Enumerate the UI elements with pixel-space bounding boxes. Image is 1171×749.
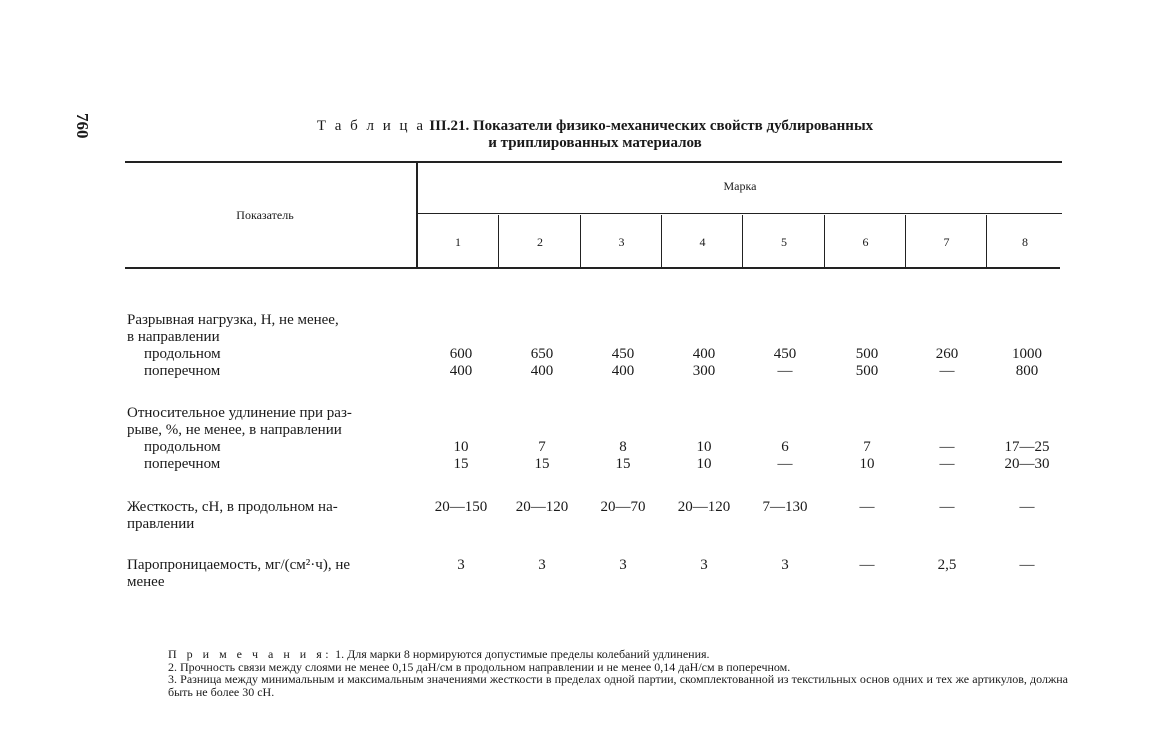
table-cell: 3 [781,557,789,573]
sub-label: поперечном [144,456,221,472]
table-cell: — [777,456,793,472]
header-col-divider [986,215,987,267]
table-cell: 6 [781,439,789,455]
brand-rule [418,213,1062,214]
header-brand-2: 2 [537,235,543,249]
table-cell: 3 [619,557,627,573]
note-line [128,648,1068,661]
label-line: рыве, %, не менее, в направлении [127,422,342,438]
header-brand-6: 6 [862,235,869,249]
row-breaking-load-label [127,312,417,380]
label-line: правлении [127,516,195,532]
label-line: менее [127,574,165,590]
header-col-divider [905,215,906,267]
table-title-prefix: Т а б л и ц а [316,118,426,134]
table-title-line1: Показатели физико-механических свойств дублированных [473,118,874,134]
sub-label: продольном [144,439,221,455]
label-line: Жесткость, сН, в продольном на- [127,499,338,515]
header-brand-1: 1 [455,235,461,249]
sub-label: продольном [144,346,221,362]
table-cell: — [777,363,793,379]
header-col-divider [824,215,825,267]
table-cell: 600 [449,346,473,362]
table-cell: — [939,363,955,379]
header-col-divider [580,215,581,267]
table-cell: 400 [449,363,473,379]
table-cell: 10 [696,456,712,472]
table-cell: 1000 [1012,346,1042,362]
header-brand-8: 8 [1022,235,1028,249]
header-bottom-rule [125,267,1060,269]
table-cell: 3 [538,557,546,573]
table-title [250,118,940,135]
table-cell: 7 [863,439,871,455]
table-cell: 800 [1015,363,1039,379]
table-cell: 10 [453,439,469,455]
header-divider [416,163,418,267]
sub-label: поперечном [144,363,221,379]
label-line: Разрывная нагрузка, Н, не менее, [127,312,339,328]
table-cell: 300 [692,363,716,379]
table-cell: 260 [935,346,959,362]
table-notes [128,648,1068,698]
notes-heading: П р и м е ч а н и я: [168,647,333,661]
header-col-divider [742,215,743,267]
table-cell: 20—30 [1004,456,1050,472]
row-vapour-permeability-label [127,557,417,591]
table-cell: — [859,499,875,515]
table-cell: 7 [538,439,546,455]
table-cell: 3 [700,557,708,573]
table-cell: — [1019,499,1035,515]
table-title-number: III.21. [429,118,470,134]
table-cell: — [939,499,955,515]
table-cell: 8 [619,439,627,455]
table-title-line2: и триплированных материалов [488,135,702,151]
table-cell: — [859,557,875,573]
label-line: Паропроницаемость, мг/(см²·ч), не [127,557,351,573]
label-line: в направлении [127,329,220,345]
page-number: 760 [73,113,92,139]
row-stiffness-label [127,499,417,533]
table-cell: 20—120 [677,499,731,515]
table-cell: 450 [611,346,635,362]
table-cell: 3 [457,557,465,573]
header-brand-7: 7 [943,235,950,249]
table-cell: 500 [855,363,879,379]
note-1: 1. Для марки 8 нормируются допустимые пределы колебаний удлинения. [335,647,710,661]
header-col-divider [498,215,499,267]
label-line: Относительное удлинение при раз- [127,405,352,421]
header-indicator: Показатель [236,208,294,222]
table-cell: 500 [855,346,879,362]
table-cell: 7—130 [762,499,808,515]
table-cell: 650 [530,346,554,362]
table-cell: 400 [692,346,716,362]
table-cell: 15 [615,456,631,472]
table-cell: 10 [696,439,712,455]
row-elongation-label [127,405,417,473]
note-2: 2. Прочность связи между слоями не менее 0,15 даН/см в продольном направлении и не менее 0,14 даН/см в поперечном. [168,659,791,674]
header-brand: Марка [723,179,757,193]
table-cell: 20—150 [434,499,488,515]
table-cell: 15 [534,456,550,472]
table-cell: 15 [453,456,469,472]
table-cell: 2,5 [937,557,957,573]
table-cell: 20—120 [515,499,569,515]
header-brand-5: 5 [781,235,787,249]
table-cell: — [939,439,955,455]
note-3: 3. Разница между минимальным и максимальным значениями жесткости в пределах одной партии, скомплектованной из текстильных основ одних и тех же артикулов, должна быть не более 30 сН. [168,672,1068,699]
table-cell: 20—70 [600,499,646,515]
table-cell: 400 [530,363,554,379]
table-cell: 10 [859,456,875,472]
table-cell: 17—25 [1004,439,1050,455]
header-brand-4: 4 [699,235,706,249]
table-cell: 450 [773,346,797,362]
header-brand-3: 3 [618,235,625,249]
table-cell: — [939,456,955,472]
header-col-divider [661,215,662,267]
table-cell: 400 [611,363,635,379]
header-top-rule [125,161,1062,163]
table-cell: — [1019,557,1035,573]
